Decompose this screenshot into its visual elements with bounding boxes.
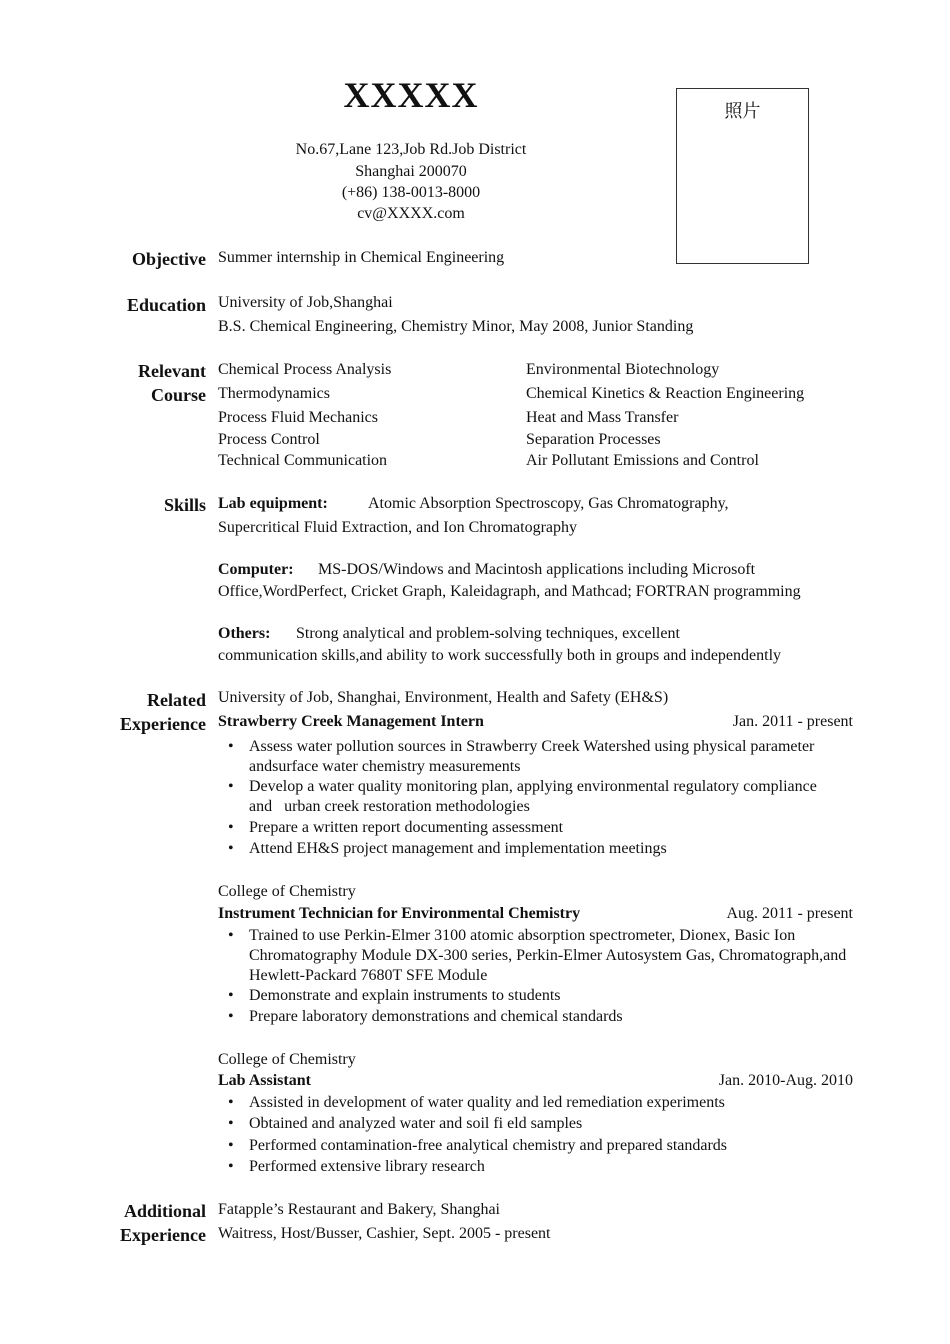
bullet-icon: • (228, 819, 234, 836)
bullet-icon: • (228, 1137, 234, 1154)
job-bullet: Performed extensive library research (249, 1158, 485, 1175)
address-line-1: No.67,Lane 123,Job Rd.Job District (295, 141, 527, 158)
skills-others-line-1: Strong analytical and problem-solving techniques, excellent (296, 625, 680, 642)
job-organization: College of Chemistry (218, 1051, 356, 1068)
skills-lab-line-1: Atomic Absorption Spectroscopy, Gas Chromatography, (368, 495, 729, 512)
course-item: Chemical Process Analysis (218, 361, 392, 378)
bullet-icon: • (228, 1115, 234, 1132)
job-date: Aug. 2011 - present (726, 905, 853, 922)
course-item: Chemical Kinetics & Reaction Engineering (526, 385, 805, 402)
job-bullet: Demonstrate and explain instruments to students (249, 987, 561, 1004)
section-label-objective: Objective (132, 249, 206, 269)
bullet-icon: • (228, 840, 234, 857)
section-label-additional: Additional (123, 1201, 206, 1221)
job-bullet: Attend EH&S project management and implementation meetings (249, 840, 667, 857)
skills-computer-line-1: MS-DOS/Windows and Macintosh applications including Microsoft (318, 561, 756, 578)
job-organization: College of Chemistry (218, 883, 356, 900)
photo-label: 照片 (724, 101, 761, 122)
education-school: University of Job,Shanghai (218, 294, 393, 311)
job-title: Strawberry Creek Management Intern (218, 713, 484, 730)
course-item: Air Pollutant Emissions and Control (526, 452, 759, 469)
course-item: Technical Communication (218, 452, 388, 469)
section-label-related: Related (147, 690, 206, 710)
job-bullet: Prepare a written report documenting assessment (249, 819, 564, 836)
skills-others-title: Others: (218, 625, 271, 642)
bullet-icon: • (228, 987, 234, 1004)
resume-name: XXXXX (343, 75, 479, 115)
course-item: Thermodynamics (218, 385, 330, 402)
section-label-course: Course (151, 385, 206, 405)
section-label-experience: Experience (120, 714, 206, 734)
bullet-icon: • (228, 738, 234, 755)
bullet-icon: • (228, 778, 234, 795)
job-date: Jan. 2011 - present (732, 713, 853, 730)
skills-lab-line-2: Supercritical Fluid Extraction, and Ion Chromatography (218, 519, 578, 536)
job-bullet: Develop a water quality monitoring plan, applying environmental regulatory compliance and urban creek restoration methodologies (249, 778, 817, 815)
address-line-2: Shanghai 200070 (355, 163, 467, 180)
job-title: Lab Assistant (218, 1072, 311, 1089)
additional-organization: Fatapple’s Restaurant and Bakery, Shanghai (218, 1201, 500, 1218)
job-bullet: Prepare laboratory demonstrations and chemical standards (249, 1008, 623, 1025)
skills-computer-title: Computer: (218, 561, 294, 578)
course-item: Process Control (218, 431, 320, 448)
bullet-icon: • (228, 1158, 234, 1175)
bullet-icon: • (228, 1008, 234, 1025)
skills-lab-title: Lab equipment: (218, 495, 328, 512)
course-item: Environmental Biotechnology (526, 361, 720, 378)
job-bullet: Trained to use Perkin-Elmer 3100 atomic absorption spectrometer, Dionex, Basic Ion Chromatography Module DX-300 series, Perkin-Elmer Autosystem Gas, Chromatograph,and Hewlett-Packard 7680T SFE Module (249, 927, 847, 984)
phone-number: (+86) 138-0013-8000 (341, 184, 481, 201)
course-item: Heat and Mass Transfer (526, 409, 679, 426)
skills-others-line-2: communication skills,and ability to work successfully both in groups and independently (218, 647, 782, 664)
objective-text: Summer internship in Chemical Engineering (218, 249, 505, 266)
photo-placeholder (676, 88, 809, 264)
job-bullet: Assisted in development of water quality and led remediation experiments (249, 1094, 725, 1111)
job-title: Instrument Technician for Environmental Chemistry (218, 905, 581, 922)
skills-computer-line-2: Office,WordPerfect, Cricket Graph, Kaleidagraph, and Mathcad; FORTRAN programming (218, 583, 801, 600)
section-label-skills: Skills (163, 495, 206, 515)
section-label-education: Education (126, 295, 206, 315)
course-item: Process Fluid Mechanics (218, 409, 378, 426)
education-degree: B.S. Chemical Engineering, Chemistry Minor, May 2008, Junior Standing (218, 318, 694, 335)
bullet-icon: • (228, 927, 234, 944)
job-bullet: Obtained and analyzed water and soil fi eld samples (249, 1115, 583, 1132)
section-label-additional-experience: Experience (120, 1225, 206, 1245)
job-organization: University of Job, Shanghai, Environment, Health and Safety (EH&S) (218, 689, 669, 706)
course-item: Separation Processes (526, 431, 661, 448)
additional-role: Waitress, Host/Busser, Cashier, Sept. 2005 - present (218, 1225, 551, 1242)
email-address: cv@XXXX.com (357, 205, 465, 222)
bullet-icon: • (228, 1094, 234, 1111)
section-label-relevant: Relevant (138, 361, 206, 381)
job-bullet: Performed contamination-free analytical chemistry and prepared standards (249, 1137, 728, 1154)
job-date: Jan. 2010-Aug. 2010 (718, 1072, 853, 1089)
job-bullet: Assess water pollution sources in Strawberry Creek Watershed using physical parameter andsurface water chemistry measurements (249, 738, 815, 775)
